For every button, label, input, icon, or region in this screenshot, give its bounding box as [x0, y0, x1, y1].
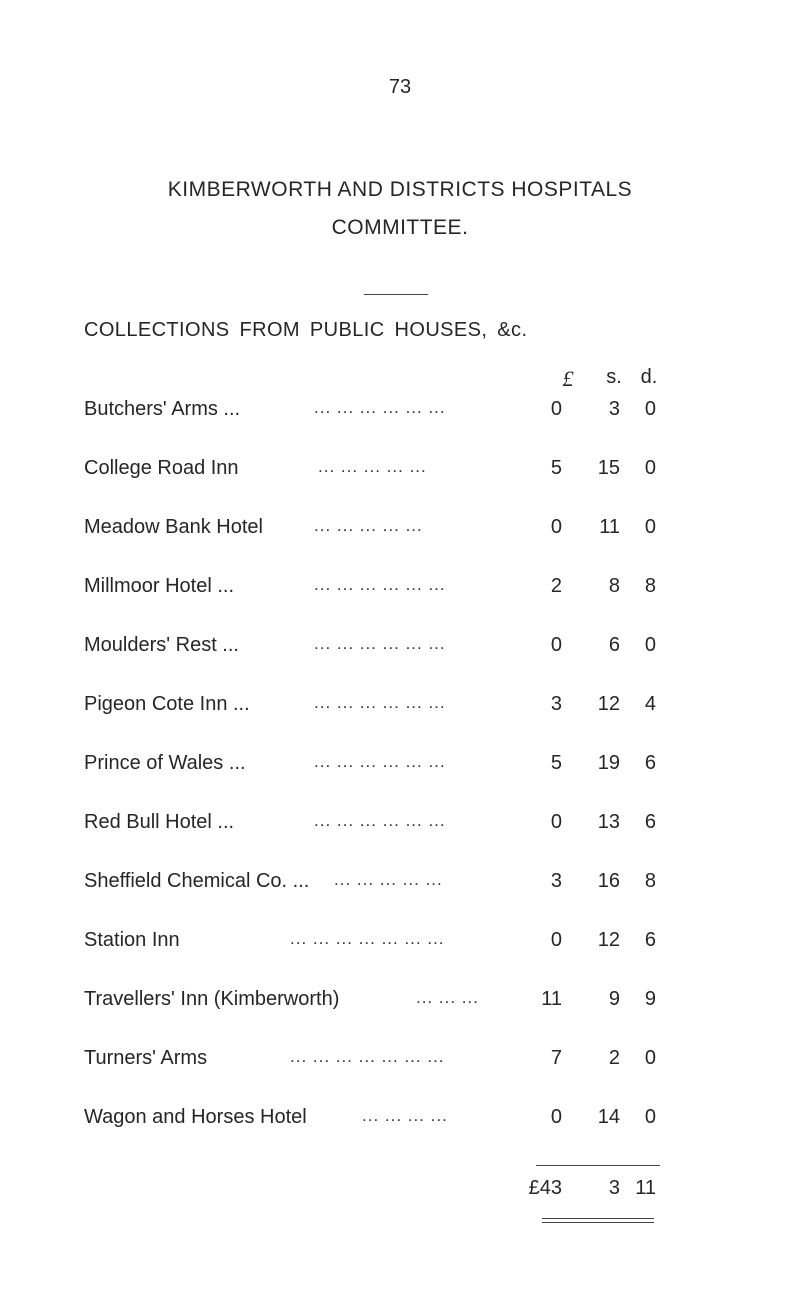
- table-row: [0, 634, 800, 664]
- table-row: [0, 693, 800, 723]
- column-headings: [0, 366, 800, 392]
- dot-leaders: ... ... ... ... ... ...: [314, 693, 446, 712]
- row-name: Station Inn: [84, 929, 180, 951]
- dot-leaders: ... ... ... ... ... ...: [314, 811, 446, 830]
- dot-leaders: ... ... ... ... ... ...: [314, 398, 446, 417]
- row-name: Turners' Arms: [84, 1047, 208, 1069]
- row-shillings: 8: [608, 575, 620, 597]
- row-shillings: 12: [597, 693, 620, 715]
- row-pence: 8: [644, 575, 656, 597]
- dot-leaders: ... ... ... ... ... ... ...: [290, 929, 445, 948]
- row-pounds: 7: [550, 1047, 562, 1069]
- row-pence: 0: [644, 634, 656, 656]
- row-pence: 6: [644, 752, 656, 774]
- total-row: [0, 1177, 800, 1207]
- row-shillings: 16: [597, 870, 620, 892]
- pounds-heading: £: [562, 366, 574, 391]
- table-row: [0, 398, 800, 428]
- title-divider: [364, 294, 428, 295]
- row-pounds: 3: [550, 693, 562, 715]
- total-double-rule-lower: [542, 1222, 654, 1223]
- table-row: [0, 457, 800, 487]
- table-row: [0, 752, 800, 782]
- table-row: [0, 575, 800, 605]
- row-pounds: 3: [550, 870, 562, 892]
- dot-leaders: ... ... ... ...: [362, 1106, 448, 1125]
- row-shillings: 12: [597, 929, 620, 951]
- row-pence: 4: [644, 693, 656, 715]
- row-pence: 0: [644, 398, 656, 420]
- row-pounds: 0: [550, 634, 562, 656]
- row-name: Sheffield Chemical Co. ...: [84, 870, 310, 892]
- row-shillings: 15: [597, 457, 620, 479]
- total-rule: [536, 1165, 660, 1166]
- row-pounds: 5: [550, 457, 562, 479]
- shillings-heading: s.: [606, 366, 622, 388]
- dot-leaders: ... ... ... ... ... ...: [314, 752, 446, 771]
- row-shillings: 9: [608, 988, 620, 1010]
- row-name: College Road Inn: [84, 457, 239, 479]
- pence-heading: d.: [640, 366, 658, 388]
- table-row: [0, 811, 800, 841]
- total-shillings: 3: [608, 1177, 620, 1199]
- row-pence: 8: [644, 870, 656, 892]
- row-name: Wagon and Horses Hotel: [84, 1106, 307, 1128]
- row-pence: 0: [644, 457, 656, 479]
- row-pence: 0: [644, 1047, 656, 1069]
- document-title-line-2: COMMITTEE.: [331, 216, 469, 239]
- page-number: 73: [388, 76, 412, 98]
- row-shillings: 11: [599, 516, 620, 538]
- total-double-rule-upper: [542, 1218, 654, 1219]
- table-row: [0, 1106, 800, 1136]
- table-row: [0, 929, 800, 959]
- row-shillings: 2: [608, 1047, 620, 1069]
- row-pounds: 0: [550, 516, 562, 538]
- table-row: [0, 988, 800, 1018]
- dot-leaders: ... ... ... ... ... ... ...: [290, 1047, 445, 1066]
- table-row: [0, 1047, 800, 1077]
- row-pence: 9: [644, 988, 656, 1010]
- row-name: Butchers' Arms ...: [84, 398, 241, 420]
- row-pounds: 0: [550, 811, 562, 833]
- table-row: [0, 516, 800, 546]
- section-subtitle: COLLECTIONS FROM PUBLIC HOUSES, &c.: [84, 319, 528, 341]
- row-name: Red Bull Hotel ...: [84, 811, 235, 833]
- row-shillings: 3: [608, 398, 620, 420]
- row-pounds: 0: [550, 1106, 562, 1128]
- row-pounds: 0: [550, 398, 562, 420]
- row-name: Meadow Bank Hotel: [84, 516, 263, 538]
- row-pence: 6: [644, 811, 656, 833]
- dot-leaders: ... ... ... ... ... ...: [314, 634, 446, 653]
- row-name: Travellers' Inn (Kimberworth): [84, 988, 340, 1010]
- row-name: Pigeon Cote Inn ...: [84, 693, 250, 715]
- dot-leaders: ... ... ...: [416, 988, 479, 1007]
- row-pence: 0: [644, 1106, 656, 1128]
- row-name: Prince of Wales ...: [84, 752, 246, 774]
- document-title: KIMBERWORTH AND DISTRICTS HOSPITALS: [167, 178, 633, 201]
- dot-leaders: ... ... ... ... ...: [314, 516, 423, 535]
- dot-leaders: ... ... ... ... ... ...: [314, 575, 446, 594]
- dot-leaders: ... ... ... ... ...: [334, 870, 443, 889]
- row-pence: 6: [644, 929, 656, 951]
- row-pounds: 11: [541, 988, 562, 1010]
- total-pounds: £43: [528, 1177, 562, 1199]
- row-pounds: 2: [550, 575, 562, 597]
- table-row: [0, 870, 800, 900]
- row-pence: 0: [644, 516, 656, 538]
- row-shillings: 13: [597, 811, 620, 833]
- row-shillings: 19: [597, 752, 620, 774]
- row-shillings: 6: [608, 634, 620, 656]
- row-name: Millmoor Hotel ...: [84, 575, 235, 597]
- row-shillings: 14: [597, 1106, 620, 1128]
- dot-leaders: ... ... ... ... ...: [318, 457, 427, 476]
- row-pounds: 0: [550, 929, 562, 951]
- total-pence: 11: [635, 1177, 656, 1199]
- row-pounds: 5: [550, 752, 562, 774]
- row-name: Moulders' Rest ...: [84, 634, 239, 656]
